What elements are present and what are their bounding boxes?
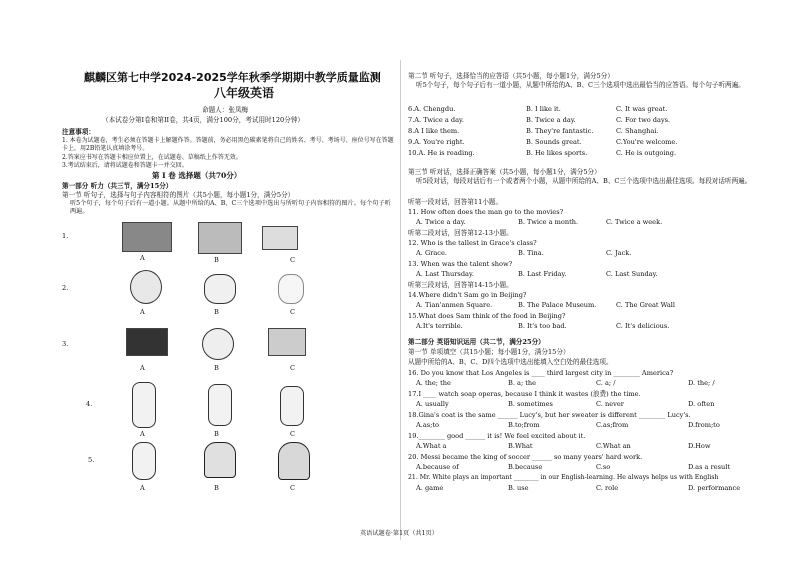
q18-c: C.as;from — [596, 421, 629, 429]
label-b: B — [214, 430, 219, 438]
q20-b: B.because — [508, 463, 543, 471]
q16-c: C. a; / — [596, 379, 616, 387]
notice-heading: 注意事项： — [62, 128, 95, 136]
q10-c: C. He is outgoing. — [616, 149, 677, 157]
dialogue-3-note: 听第三段对话，回答第14-15小题。 — [408, 281, 513, 289]
label-b: B — [214, 256, 219, 264]
label-c: C — [290, 430, 296, 438]
q9-c: C.You're welcome. — [616, 138, 678, 146]
q13-stem: 13. When was the talent show? — [408, 260, 513, 268]
subsection-3: 第三节 听对话，选择正确答案（共5小题，每小题1分，满分5分） — [408, 168, 601, 176]
picture-1b — [198, 222, 242, 254]
q18-b: B.to;from — [508, 421, 540, 429]
picture-2b — [204, 274, 236, 304]
part-two-title: 第二部分 英语知识运用（共二节，满分25分） — [408, 338, 545, 346]
picture-5a — [132, 442, 156, 480]
q17-a: A. usually — [416, 400, 449, 408]
q8-c: C. Shanghai. — [616, 127, 659, 135]
q11-c: C. Twice a week. — [606, 218, 663, 226]
q19-c: C.What an — [596, 442, 631, 450]
q6-c: C. It was great. — [616, 105, 668, 113]
notice-line-3: 3.考试结束后，请将试题卷和答题卡一并交回。 — [62, 162, 188, 169]
label-a: A — [140, 308, 145, 316]
q14-a: A. Tian'anmen Square. — [416, 301, 493, 309]
dialogue-1-note: 听第一段对话，回答第11小题。 — [408, 198, 503, 206]
section-listening: 第一部分 听力（共三节，满分15分） — [62, 182, 173, 190]
picture-3a — [126, 328, 168, 356]
q19-stem: 19.________ good ______ it is! We feel excited about it. — [408, 432, 586, 440]
subsection-3-desc: 听5段对话，每段对话后有一个或者两个小题，从题中所给的A、B、C三个选项中选出最佳选项。每段对话听两遍。 — [416, 177, 752, 185]
right-column — [408, 72, 788, 542]
notice-line-1: 1. 本卷为试题卷，考生必须在答题卡上解题作答。答题前，务必用黑色碳素笔将自己的姓名、考号、考场号、座位号写在答题卡上，用2B铅笔认真填涂考号。 — [62, 137, 394, 152]
q16-b: B. a; the — [508, 379, 537, 387]
q12-a: A. Grace. — [416, 249, 447, 257]
q15-a: A.It's terrible. — [416, 322, 463, 330]
label-a: A — [140, 364, 145, 372]
q9-b: B. Sounds great. — [526, 138, 582, 146]
q13-a: A. Last Thursday. — [416, 270, 474, 278]
picture-1a — [122, 222, 172, 252]
label-b: B — [214, 364, 219, 372]
q6-a: 6.A. Chengdu. — [408, 105, 456, 113]
q7-c: C. For two days. — [616, 116, 671, 124]
label-a: A — [140, 254, 145, 262]
q21-c: C. role — [596, 484, 619, 492]
q21-b: B. use — [508, 484, 529, 492]
q8-a: 8.A I like them. — [408, 127, 460, 135]
q18-stem: 18.Gina's coat is the same ______ Lucy's, but her sweater is different ________ Lucy's. — [408, 411, 691, 419]
row-number: 2. — [62, 284, 69, 292]
q15-c: C. It's delicious. — [616, 322, 670, 330]
q17-d: D. often — [688, 400, 715, 408]
q16-stem: 16. Do you know that Los Angeles is ____ third largest city in ________ America? — [408, 369, 674, 377]
q11-stem: 11. How often does the man go to the movies? — [408, 208, 564, 216]
q19-b: B.What — [508, 442, 533, 450]
q21-d: D. performance — [688, 484, 741, 492]
volume-title: 第 I 卷 选择题（共70分） — [152, 171, 242, 180]
subsection-b1-desc: 从题中所给的A、B、C、D四个选项中选出能填入空白处的最佳选项。 — [408, 358, 613, 366]
q20-stem: 20. Messi became the king of soccer ______ so many years' hard work. — [408, 453, 643, 461]
row-number: 1. — [62, 232, 69, 240]
label-b: B — [214, 308, 219, 316]
q7-a: 7.A. Twice a day. — [408, 116, 464, 124]
q19-d: D.How — [688, 442, 711, 450]
q12-c: C. Jack. — [606, 249, 632, 257]
q16-d: D. the; / — [688, 379, 715, 387]
q14-b: B. The Palace Museum. — [518, 301, 597, 309]
label-c: C — [290, 308, 296, 316]
q16-a: A. the; the — [416, 379, 451, 387]
label-c: C — [290, 256, 296, 264]
q20-a: A.because of — [416, 463, 459, 471]
picture-3b — [202, 328, 234, 360]
q21-stem: 21. Mr. White plays an important ________ in our English-learning. He always helps us with English — [408, 474, 719, 481]
label-b: B — [214, 484, 219, 492]
row-number: 3. — [62, 340, 69, 348]
row-number: 5. — [88, 456, 95, 464]
q10-b: B. He likes sports. — [526, 149, 588, 157]
picture-5c — [278, 442, 310, 480]
label-a: A — [140, 484, 145, 492]
label-c: C — [290, 484, 296, 492]
picture-5b — [204, 442, 236, 478]
picture-4b — [208, 384, 232, 426]
label-a: A — [140, 430, 145, 438]
picture-4c — [280, 386, 304, 426]
q21-a: A. game — [416, 484, 444, 492]
dialogue-2-note: 听第二段对话，回答第12-13小题。 — [408, 229, 513, 237]
q12-stem: 12. Who is the tallest in Grace's class? — [408, 239, 537, 247]
q7-b: B. Twice a day. — [526, 116, 576, 124]
q18-d: D.from;to — [688, 421, 720, 429]
picture-2c — [278, 274, 304, 304]
q13-c: C. Last Sunday. — [606, 270, 658, 278]
column-divider — [400, 60, 401, 540]
subsection-2: 第二节 听句子，选择恰当的应答语（共5小题，每小题1分，满分5分） — [408, 72, 614, 80]
q12-b: B. Tina. — [518, 249, 544, 257]
q20-c: C.so — [596, 463, 611, 471]
picture-4a — [132, 382, 156, 428]
subject-title: 八年级英语 — [214, 86, 275, 100]
picture-3c — [268, 328, 306, 356]
picture-2a — [130, 270, 162, 304]
picture-1c — [262, 226, 298, 250]
label-c: C — [290, 364, 296, 372]
q17-b: B. sometimes — [508, 400, 553, 408]
q14-stem: 14.Where didn't Sam go in Beijing? — [408, 291, 527, 299]
school-title: 麒麟区第七中学2024-2025学年秋季学期期中教学质量监测 — [84, 71, 381, 84]
subsection-1: 第一节 听句子，选择与句子内容相符的图片（共5小题，每小题1分，满分5分） — [62, 191, 295, 199]
left-column — [62, 62, 397, 542]
subsection-1-desc: 听5个句子，每个句子后有一道小题。从题中所给的A、B、C三个选项中选出与所听句子内容相符的图片。每个句子听两遍。 — [70, 200, 391, 215]
subsection-2-desc: 听5个句子，每个句子后有一道小题，从题中所给的A、B、C三个选项中选出最恰当的应答语。每个句子听两遍。 — [416, 81, 745, 89]
q19-a: A.What a — [416, 442, 447, 450]
page-footer: 英语试题卷·第1页（共1页） — [360, 530, 438, 537]
setter-line: 命题人：张凤梅 — [202, 106, 249, 114]
exam-note: （本试卷分第I卷和第II卷，共4页，满分100分，考试用时120分钟） — [102, 116, 305, 124]
q13-b: B. Last Friday. — [518, 270, 567, 278]
q15-b: B. It's too bad. — [518, 322, 567, 330]
q9-a: 9.A. You're right. — [408, 138, 465, 146]
q14-c: C. The Great Wall — [616, 301, 675, 309]
q8-b: B. They're fantastic. — [526, 127, 594, 135]
q11-a: A. Twice a day. — [416, 218, 466, 226]
notice-line-2: 2.答案应书写在答题卡相应位置上，在试题卷、草稿纸上作答无效。 — [62, 154, 242, 161]
subsection-b1: 第一节 单项填空（共15小题；每小题1分，满分15分） — [408, 348, 570, 356]
q11-b: B. Twice a month. — [518, 218, 579, 226]
q17-stem: 17.I ____ watch soap operas, because I think it wastes (浪费) the time. — [408, 390, 641, 398]
q20-d: D.as a result — [688, 463, 731, 471]
q15-stem: 15.What does Sam think of the food in Beijing? — [408, 312, 566, 320]
q17-c: C. never — [596, 400, 624, 408]
q6-b: B. I like it. — [526, 105, 561, 113]
q18-a: A.as;to — [416, 421, 440, 429]
q10-a: 10.A. He is reading. — [408, 149, 475, 157]
row-number: 4. — [86, 400, 93, 408]
